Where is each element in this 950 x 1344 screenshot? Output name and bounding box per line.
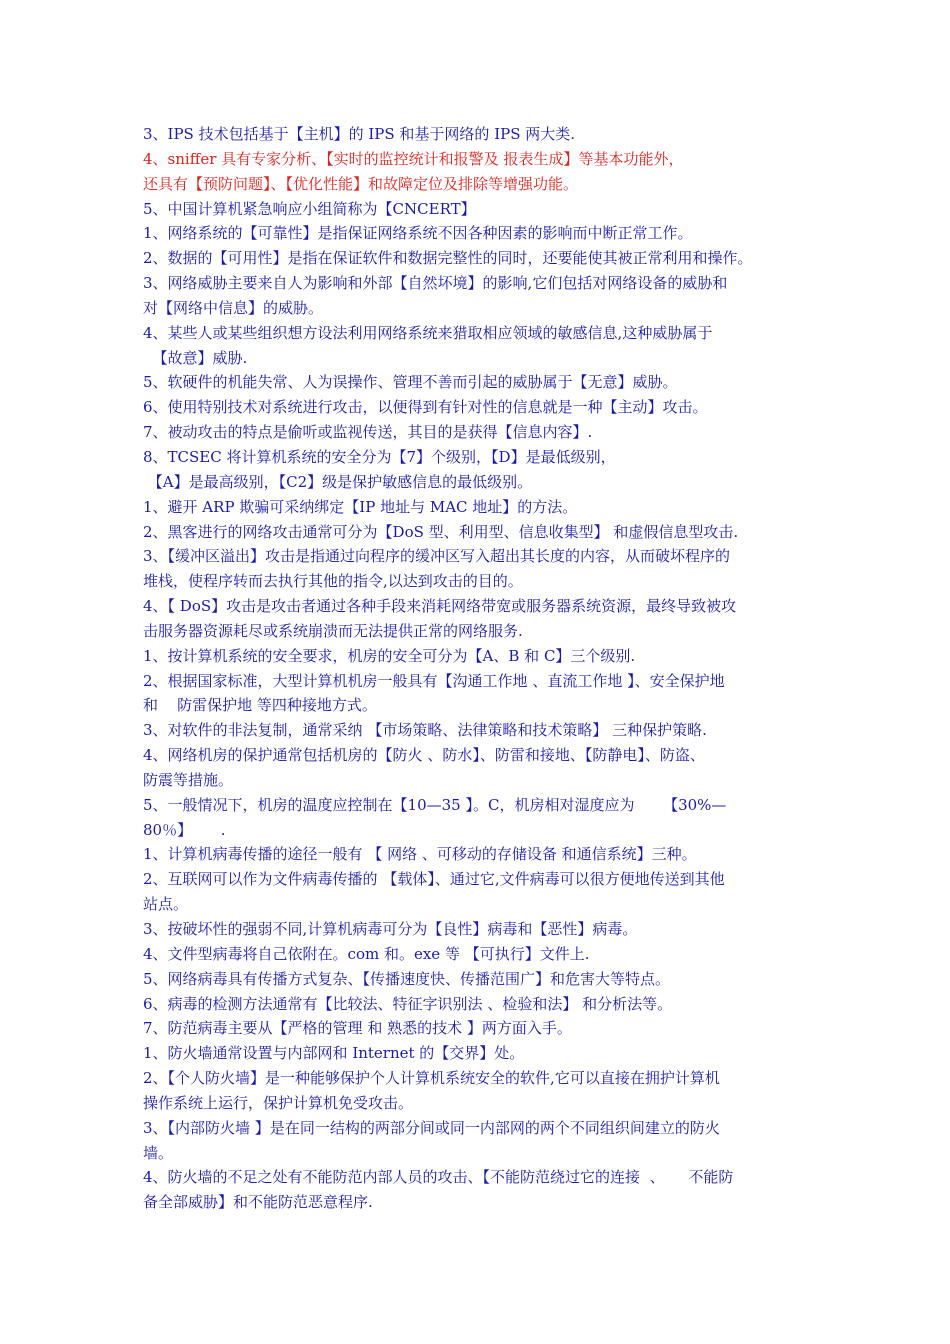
text-line: 3、IPS 技术包括基于【主机】的 IPS 和基于网络的 IPS 两大类. [143,125,576,143]
text-line: 站点。 [143,895,189,914]
text-line: 1、计算机病毒传播的途径一般有 【 网络 、可移动的存储设备 和通信系统】三种。 [143,845,697,864]
text-line: 8、TCSEC 将计算机系统的安全分为【7】个级别，【D】是最低级别， [143,447,616,466]
text-line: 1、防火墙通常设置与内部网和 Internet 的【交界】处。 [143,1044,525,1063]
text-line: 击服务器资源耗尽或系统崩溃而无法提供正常的网络服务. [143,621,523,640]
text-line: 和 防雷保护地 等四种接地方式。 [143,696,377,715]
text-line: 防震等措施。 [143,770,234,789]
text-line: 1、按计算机系统的安全要求，机房的安全可分为【A、B 和 C】三个级别. [143,646,636,665]
text-line: 2、根据国家标准，大型计算机机房一般具有【沟通工作地 、直流工作地 】、安全保护地 [143,671,725,690]
text-line: 还具有【预防问题】、【优化性能】和故障定位及排除等增强功能。 [143,174,579,193]
text-line: 【故意】威胁. [143,348,248,367]
text-line: 3、网络威胁主要来自人为影响和外部【自然坏境】的影响,它们包括对网络设备的威胁和 [143,274,728,293]
document-text [143,122,818,1215]
text-line: 6、病毒的检测方法通常有【比较法、特征字识别法 、检验和法】 和分析法等。 [143,994,673,1013]
text-line: 6、使用特别技术对系统进行攻击，以便得到有针对性的信息就是一种【主动】攻击。 [143,398,708,417]
text-line: 3、按破坏性的强弱不同,计算机病毒可分为【良性】病毒和【恶性】病毒。 [143,920,638,938]
text-line: 80％】 . [143,820,226,839]
text-line: 3、【缓冲区溢出】攻击是指通过向程序的缓冲区写入超出其长度的内容，从而破坏程序的 [143,547,731,566]
text-line: 3、对软件的非法复制，通常采纳 【市场策略、法律策略和技术策略】 三种保护策略. [143,721,707,740]
text-line: 4、【 DoS】攻击是攻击者通过各种手段来消耗网络带宽或服务器系统资源，最终导致被攻 [143,597,737,616]
text-line: 2、互联网可以作为文件病毒传播的 【载体】、通过它,文件病毒可以很方便地传送到其他 [143,870,725,889]
text-line: 7、防范病毒主要从【严格的管理 和 熟悉的技术 】两方面入手。 [143,1019,572,1038]
text-line: 5、中国计算机紧急响应小组简称为【CNCERT】 [143,199,476,218]
text-line: 4、文件型病毒将自己依附在。com 和。exe 等 【可执行】文件上. [143,944,590,963]
text-line: 对【网络中信息】的威胁。 [143,298,324,317]
text-line: 4、防火墙的不足之处有不能防范内部人员的攻击、【不能防范绕过它的连接 、 不能防 [143,1168,734,1187]
text-line: 操作系统上运行，保护计算机免受攻击。 [143,1093,414,1112]
text-line: 堆栈，使程序转而去执行其他的指令,以达到攻击的目的。 [143,572,523,591]
text-line: 墙。 [143,1143,174,1162]
text-line: 1、网络系统的【可靠性】是指保证网络系统不因各种因素的影响而中断正常工作。 [143,224,693,243]
text-line: 1、避开 ARP 欺骗可采纳绑定【IP 地址与 MAC 地址】的方法。 [143,497,578,516]
text-line: 【A】是最高级别，【C2】级是保护敏感信息的最低级别。 [143,472,533,491]
text-line: 5、网络病毒具有传播方式复杂、【传播速度快、传播范围广】和危害大等特点。 [143,969,671,988]
text-line: 2、【个人防火墙】是一种能够保护个人计算机系统安全的软件,它可以直接在拥护计算机 [143,1069,720,1088]
text-line: 4、网络机房的保护通常包括机房的【防火 、防水】、防雷和接地、【防静电】、防盗、 [143,746,705,765]
text-line: 7、被动攻击的特点是偷听或监视传送，其目的是获得【信息内容】. [143,423,593,442]
text-line: 备全部威胁】和不能防范恶意程序. [143,1193,373,1212]
text-line: 4、sniffer 具有专家分析、【实时的监控统计和报警及 报表生成】等基本功能外， [143,149,684,168]
text-line: 2、黑客进行的网络攻击通常可分为【DoS 型、利用型、信息收集型】 和虚假信息型攻击. [143,522,739,541]
text-line: 5、一般情况下，机房的温度应控制在【10—35 】。C，机房相对湿度应为 【30%— [143,795,727,814]
text-line: 5、软硬件的机能失常、人为误操作、管理不善而引起的威胁属于【无意】威胁。 [143,373,678,392]
text-line: 4、某些人或某些组织想方设法利用网络系统来猎取相应领域的敏感信息,这种威胁属于 [143,323,713,342]
text-line: 3、【内部防火墙 】是在同一结构的两部分间或同一内部网的两个不同组织间建立的防火 [143,1118,720,1137]
text-line: 2、数据的【可用性】是指在保证软件和数据完整性的同时，还要能使其被正常利用和操作。 [143,249,753,268]
